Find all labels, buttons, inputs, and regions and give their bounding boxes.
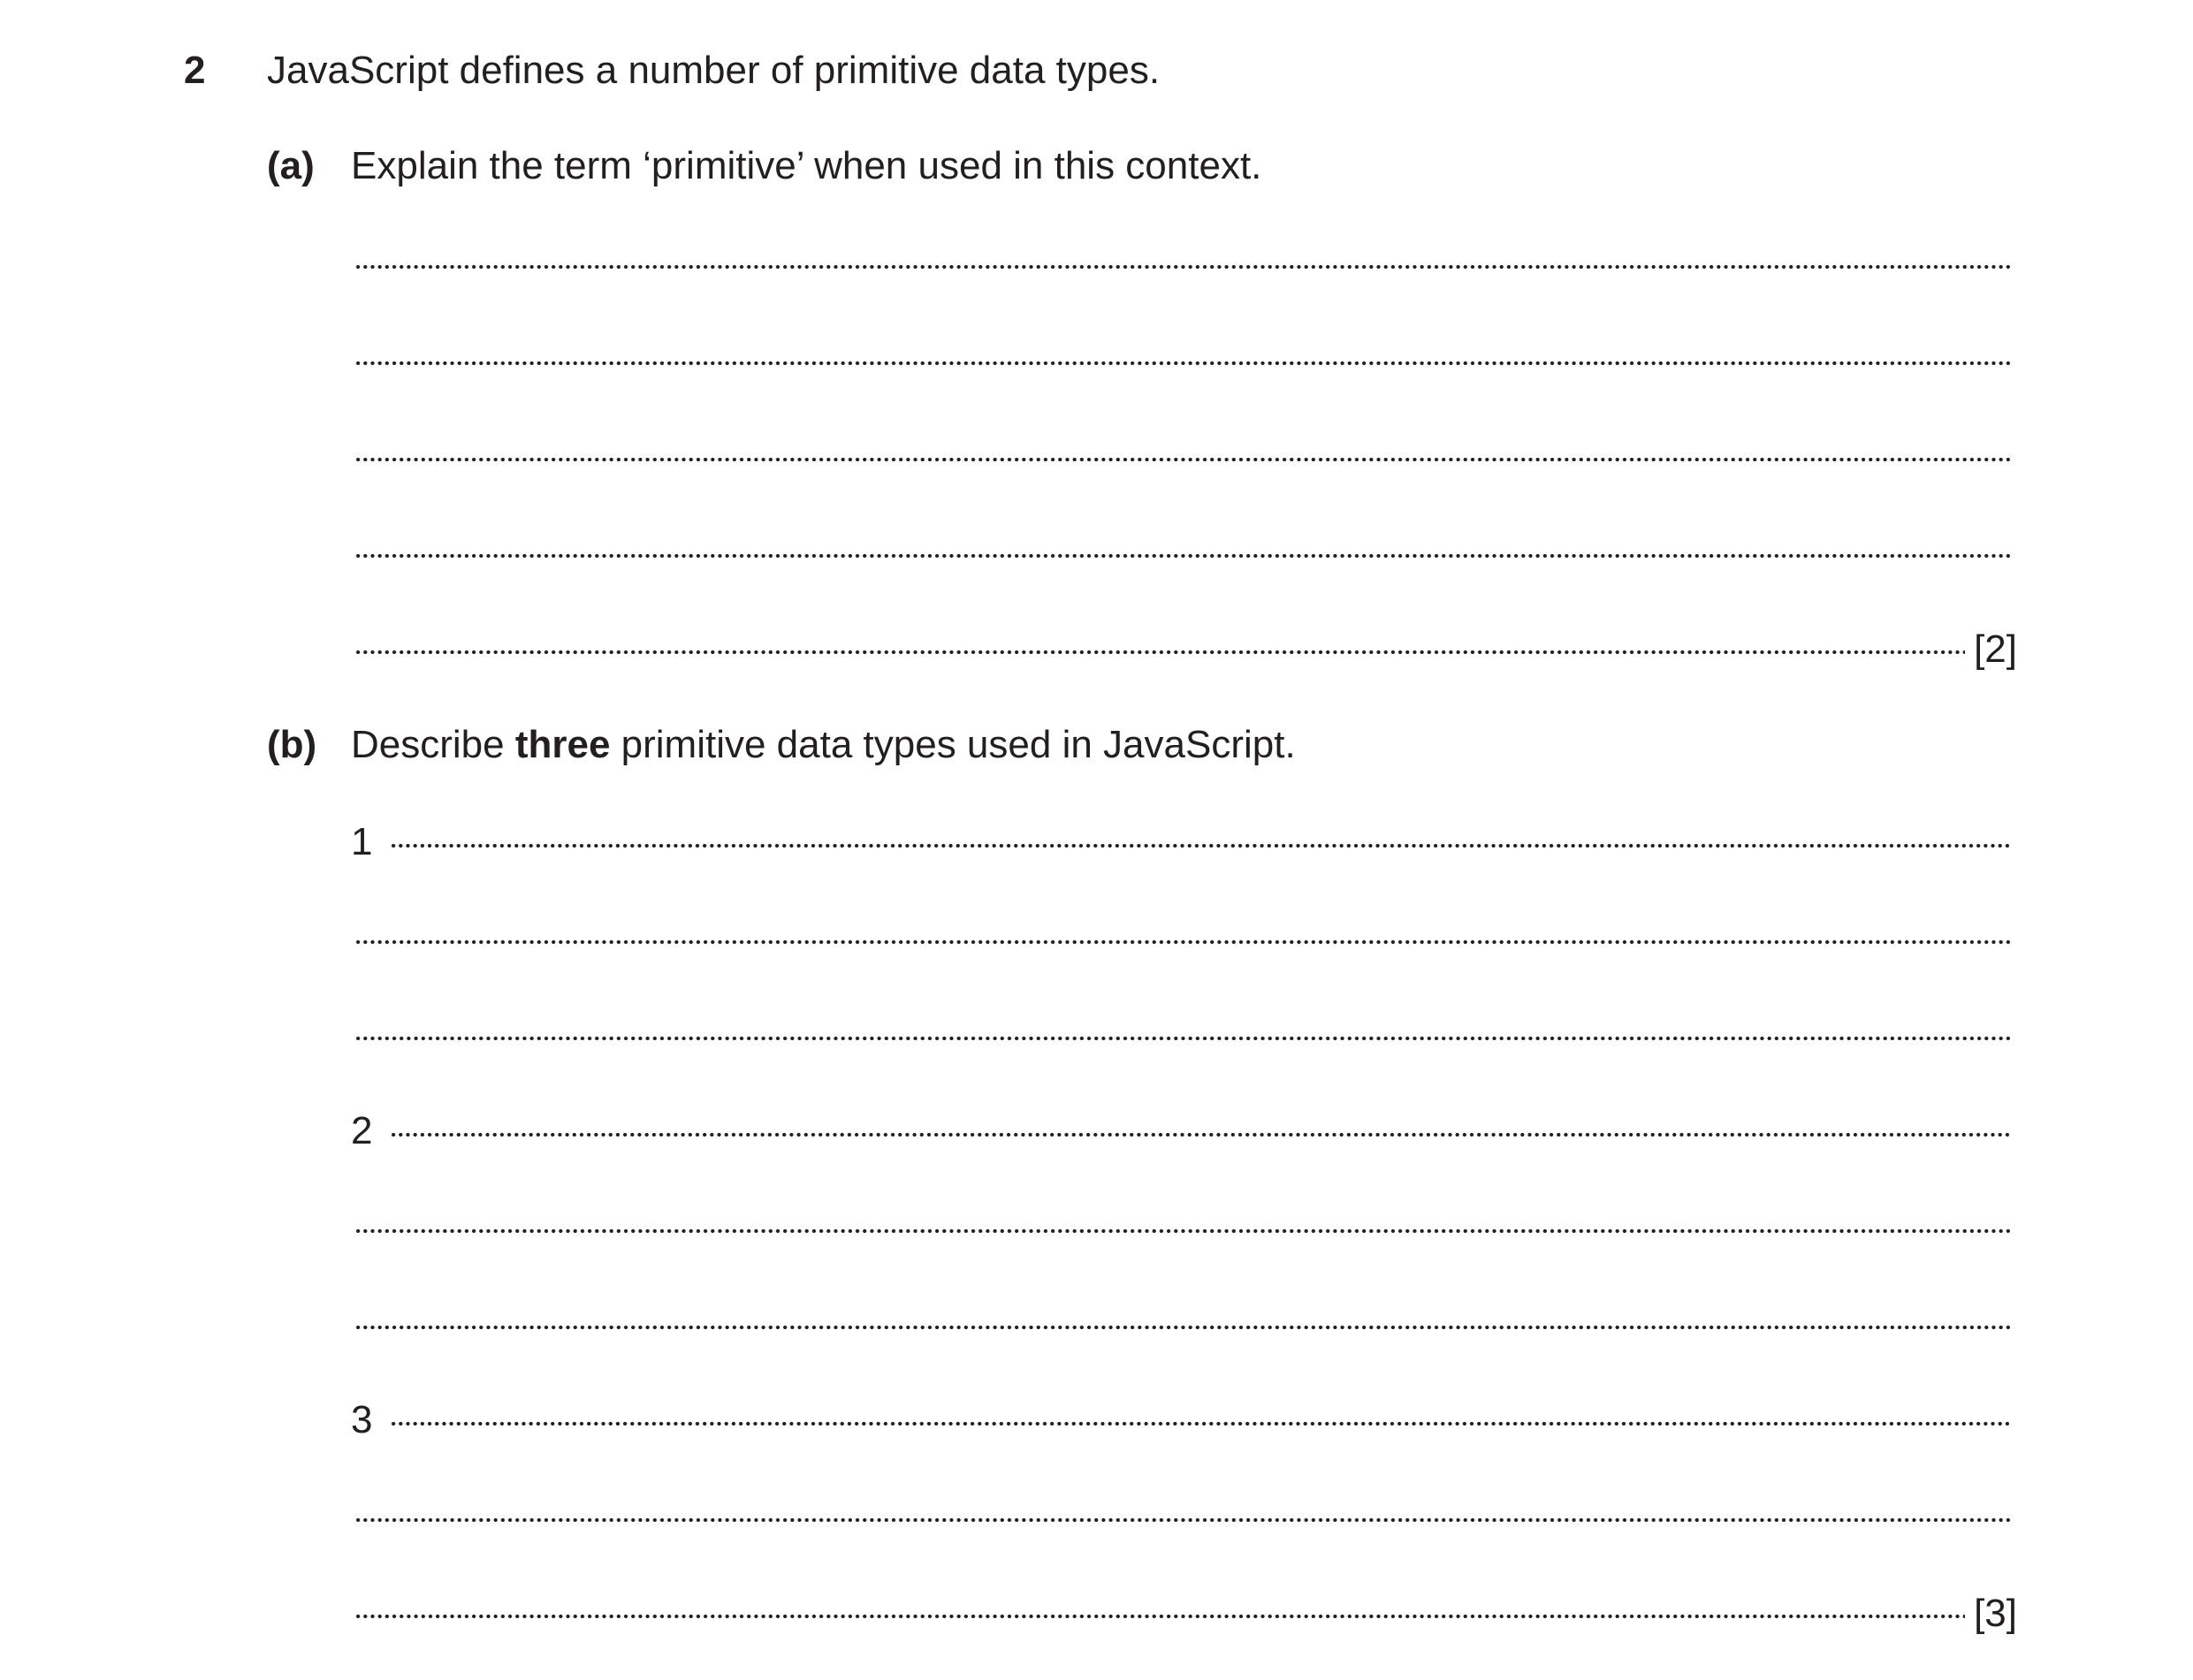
part-b-text-before: Describe	[351, 723, 515, 766]
part-b-answer-line-2[interactable]	[354, 939, 2013, 945]
question-number: 2	[184, 49, 206, 92]
part-a-marks: [2]	[1974, 627, 2017, 671]
part-b-label: (b)	[267, 723, 317, 766]
part-b-answer-line-3[interactable]	[354, 1036, 2013, 1041]
part-a-answer-line-5[interactable]	[354, 650, 1965, 655]
part-a-answer-line-4[interactable]	[354, 553, 2013, 559]
part-b-emphasis: three	[514, 723, 611, 766]
part-b-answer-line-5[interactable]	[354, 1228, 2013, 1234]
part-b-marks: [3]	[1974, 1592, 2017, 1635]
part-b-question	[351, 720, 1296, 770]
part-a-answer-line-2[interactable]	[354, 361, 2013, 366]
part-a-label: (a)	[267, 144, 315, 187]
part-b-answer-line-6[interactable]	[354, 1325, 2013, 1330]
part-a-answer-line-3[interactable]	[354, 457, 2013, 462]
part-b-item-number-2: 2	[351, 1109, 373, 1152]
part-b-answer-line-4[interactable]	[390, 1132, 2013, 1137]
part-a-answer-line-1[interactable]	[354, 264, 2013, 270]
part-b-answer-line-1[interactable]	[390, 843, 2013, 848]
part-b-item-number-1: 1	[351, 820, 373, 863]
part-b-answer-line-9[interactable]	[354, 1614, 1965, 1619]
part-b-answer-line-7[interactable]	[390, 1421, 2013, 1426]
part-a-question: Explain the term ‘primitive’ when used in this context.	[351, 144, 1262, 187]
question-stem: JavaScript defines a number of primitive data types.	[267, 49, 1161, 92]
part-b-text-after: primitive data types used in JavaScript.	[610, 723, 1296, 766]
part-b-answer-line-8[interactable]	[354, 1517, 2013, 1523]
part-b-item-number-3: 3	[351, 1398, 373, 1441]
